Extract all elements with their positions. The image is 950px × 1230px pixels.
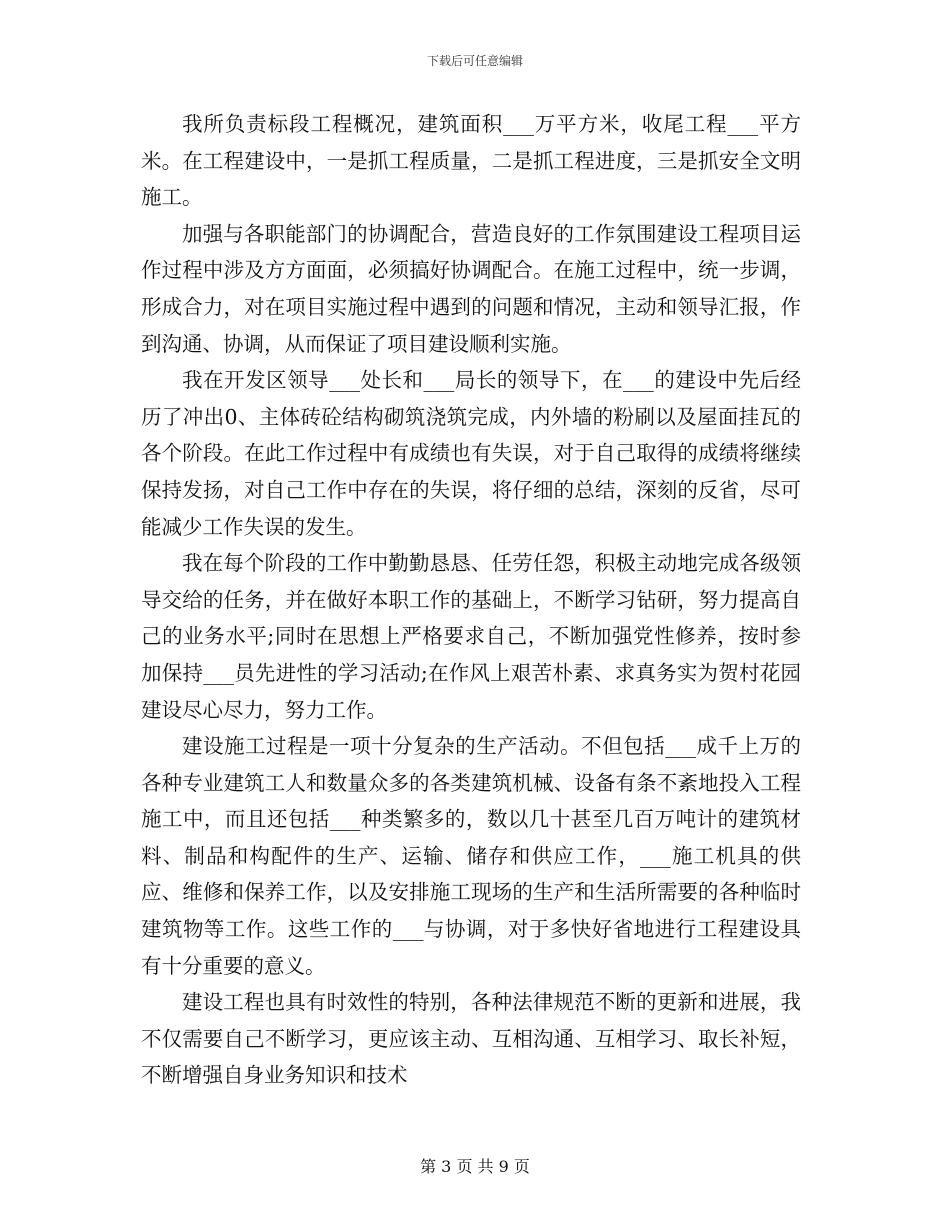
paragraph-5: 建设施工过程是一项十分复杂的生产活动。不但包括___成千上万的各种专业建筑工人和数量众多的各类建筑机械、设备有条不紊地投入工程施工中，而且还包括___种类繁多的，数以几十甚至几百万吨计的建筑材料、制品和构配件的生产、运输、储存和供应工作，___施工机具的供应、维修和保养工作，以及安排施工现场的生产和生活所需要的各种临时建筑物等工作。这些工作的___与协调，对于多快好省地进行工程建设具有十分重要的意义。 [141, 734, 801, 978]
document-body [141, 106, 801, 1094]
paragraph-6: 建设工程也具有时效性的特别，各种法律规范不断的更新和进展，我不仅需要自己不断学习，更应该主动、互相沟通、互相学习、取长补短，不断增强自身业务知识和技术 [141, 990, 801, 1088]
paragraph-2: 加强与各职能部门的协调配合，营造良好的工作氛围建设工程项目运作过程中涉及方方面面，必须搞好协调配合。在施工过程中，统一步调，形成合力，对在项目实施过程中遇到的问题和情况，主动和领导汇报，作到沟通、协调，从而保证了项目建设顺利实施。 [141, 221, 801, 356]
paragraph-3: 我在开发区领导___处长和___局长的领导下，在___的建设中先后经历了冲出0、主体砖砼结构砌筑浇筑完成，内外墙的粉刷以及屋面挂瓦的各个阶段。在此工作过程中有成绩也有失误，对于自己取得的成绩将继续保持发扬，对自己工作中存在的失误，将仔细的总结，深刻的反省，尽可能减少工作失误的发生。 [141, 368, 801, 539]
paragraph-4: 我在每个阶段的工作中勤勤恳恳、任劳任怨，积极主动地完成各级领导交给的任务，并在做好本职工作的基础上，不断学习钻研，努力提高自己的业务水平;同时在思想上严格要求自己，不断加强党性修养，按时参加保持___员先进性的学习活动;在作风上艰苦朴素、求真务实为贺村花园建设尽心尽力，努力工作。 [141, 551, 801, 722]
paragraph-1: 我所负责标段工程概况，建筑面积___万平方米，收尾工程___平方米。在工程建设中，一是抓工程质量，二是抓工程进度，三是抓安全文明施工。 [141, 112, 801, 210]
page-footer: 第 3 页 共 9 页 [420, 1157, 530, 1176]
page-header: 下载后可任意编辑 [426, 54, 523, 68]
